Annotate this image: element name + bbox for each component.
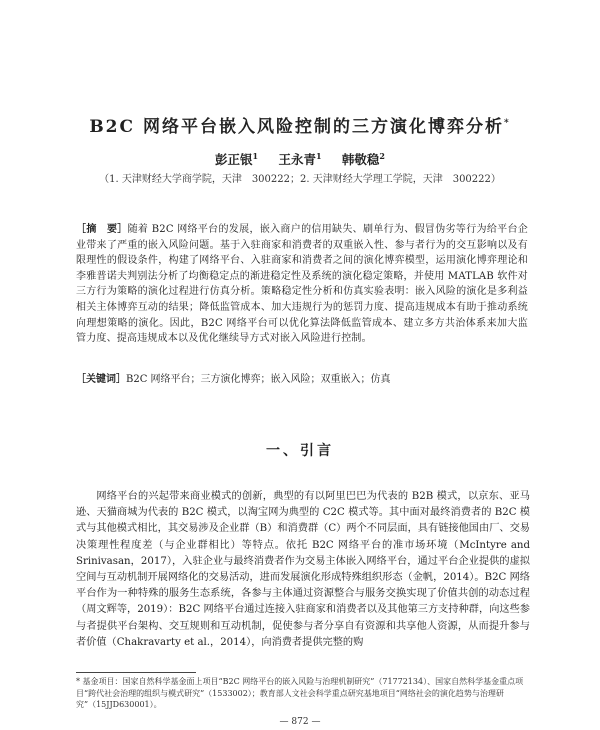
author xyxy=(215,152,258,167)
author xyxy=(342,152,385,167)
page-number: — 872 — xyxy=(279,717,321,727)
body-paragraph: 网络平台的兴起带来商业模式的创新，典型的有以阿里巴巴为代表的 B2B 模式，以京东、亚马逊、天猫商城为代表的 B2C 模式，以淘宝网为典型的 C2C 模式等。其中面对最终消费者的 B2C 模式与其他模式相比，其交易涉及企业群（B）和消费群（C）两个不同层面，具有链接他国由厂、交易决策理性程度差（与企业群相比）等特点。依托 B2C 网络平台的准市场环境（McIntyre and Srinivasan，2017），入驻企业与最终消费者作为交易主体嵌入网络平台，通过平台企业提供的虚拟空间与互动机制开展网络化的交易活动，进而发展演化形成特殊组织形态（金帆，2014）。B2C 网络平台作为一种特殊的服务生态系统，各参与主体通过资源整合与服务交换实现了价值共创的动态过程（周文辉等，2019）：B2C 网络平台通过连接入驻商家和消费者以及其他第三方支持种群，向这些参与者提供平台架构、交互规则和互动机制，促使参与者分享自有资源和共享他人资源，从而提升参与者价值（Chakravarty et al.，2014），向消费者提供完整的购 xyxy=(76,491,530,648)
author-aff-mark: 1 xyxy=(315,150,322,161)
abstract-label: ［摘 要］ xyxy=(76,224,128,235)
author xyxy=(278,152,321,167)
abstract-text: 随着 B2C 网络平台的发展，嵌入商户的信用缺失、刷单行为、假冒伪劣等行为给平台企业带来了严重的嵌入风险问题。基于入驻商家和消费者的双重嵌入性、参与者行为的交互影响以及有限理性的假设条件，构建了网络平台、入驻商家和消费者之间的演化博弈模型，运用演化博弈理论和李雅普诺夫判别法分析了均衡稳定点的渐进稳定性及系统的演化稳定策略，并使用 MATLAB 软件对三方行为策略的演化过程进行仿真分析。策略稳定性分析和仿真实验表明：嵌入风险的演化是多利益相关主体博弈互动的结果；降低监管成本、加大违规行为的惩罚力度、提高违规成本有助于推动系统向理想策略的演化。因此，B2C 网络平台可以优化算法降低监管成本、建立多方共治体系来加大监管力度、提高违规成本以及优化继续导方式对嵌入风险进行控制。 xyxy=(76,224,529,345)
section-heading: 一、引言 xyxy=(266,443,334,459)
affiliations: （1. 天津财经大学商学院，天津 300222；2. 天津财经大学理工学院，天津 300222） xyxy=(99,174,501,185)
keywords-label: ［关键词］ xyxy=(76,374,126,385)
paper-title xyxy=(40,112,560,137)
author-name: 王永青 xyxy=(278,152,316,167)
title-text: B2C 网络平台嵌入风险控制的三方演化博弈分析 xyxy=(89,117,504,137)
author-aff-mark: 2 xyxy=(379,150,385,161)
author-aff-mark: 1 xyxy=(252,150,259,161)
author-list xyxy=(40,150,560,168)
author-name: 彭正银 xyxy=(215,152,253,167)
abstract xyxy=(76,222,528,347)
title-footnote-mark: * xyxy=(503,118,511,129)
footnote-divider xyxy=(76,672,196,673)
keywords-text: B2C 网络平台；三方演化博弈；嵌入风险；双重嵌入；仿真 xyxy=(126,374,391,385)
footnote: * 基金项目：国家自然科学基金面上项目“B2C 网络平台的嵌入风险与治理机制研究”（71772134）、国家自然科学基金重点项目“跨代社会治理的组织与模式研究”（1533002）；教育部人文社会科学重点研究基地项目“网络社会的演化趋势与治理研究”（15JJD630001）。 xyxy=(76,677,524,709)
author-name: 韩敬稳 xyxy=(341,152,380,167)
keywords xyxy=(76,372,528,387)
